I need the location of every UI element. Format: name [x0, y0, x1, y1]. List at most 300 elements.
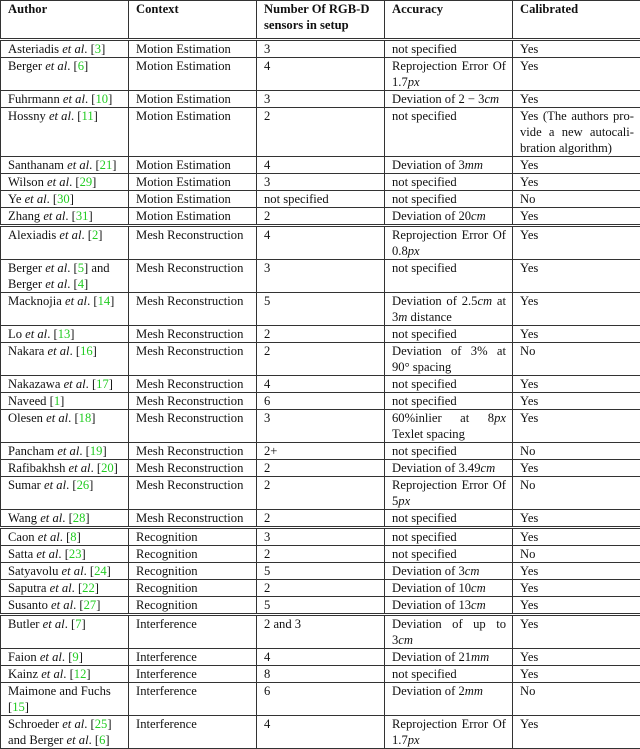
- sensors-cell: 6: [257, 683, 385, 716]
- italic-text: px: [408, 733, 420, 747]
- text: Deviation of 3.49: [392, 461, 481, 475]
- text: Fuhrmann: [8, 92, 63, 106]
- italic-text: mm: [471, 650, 489, 664]
- text: .: [67, 59, 73, 73]
- italic-text: et al: [25, 327, 47, 341]
- ref-bracket: ]: [108, 92, 112, 106]
- table-row: [1, 174, 640, 191]
- text: Pancham: [8, 444, 57, 458]
- sensors-cell: 4: [257, 226, 385, 260]
- text: .: [73, 598, 79, 612]
- text: not specified: [392, 667, 457, 681]
- text: .: [65, 209, 71, 223]
- table-row: [1, 580, 640, 597]
- ref-bracket: [: [74, 411, 78, 425]
- calibrated-cell: Yes: [513, 208, 640, 226]
- calibrated-cell: Yes: [513, 716, 640, 749]
- text: .: [79, 444, 85, 458]
- accuracy-cell: [385, 260, 513, 293]
- context-cell: Mesh Reconstruction: [129, 293, 257, 326]
- text: Satta: [8, 547, 36, 561]
- text: .: [58, 547, 64, 561]
- text: Susanto: [8, 598, 51, 612]
- accuracy-cell: [385, 615, 513, 649]
- text: Sumar: [8, 478, 44, 492]
- text: Deviation of 10: [392, 581, 471, 595]
- citation-link[interactable]: 15: [12, 700, 25, 714]
- author-cell: [1, 563, 129, 580]
- calibrated-cell: Yes: [513, 226, 640, 260]
- text: Deviation of 2.5: [392, 294, 477, 308]
- citation-link[interactable]: 21: [100, 158, 113, 172]
- accuracy-cell: [385, 293, 513, 326]
- citation-link[interactable]: 20: [101, 461, 114, 475]
- text: Berger: [8, 261, 45, 275]
- citation-link[interactable]: 25: [95, 717, 108, 731]
- text: not specified: [392, 42, 457, 56]
- ref-bracket: ]: [84, 277, 88, 291]
- citation-link[interactable]: 4: [78, 277, 84, 291]
- text: .: [89, 158, 95, 172]
- context-cell: Interference: [129, 649, 257, 666]
- table-row: [1, 546, 640, 563]
- text: Faion: [8, 650, 40, 664]
- context-cell: Recognition: [129, 546, 257, 563]
- sensors-cell: 3: [257, 410, 385, 443]
- author-cell: [1, 597, 129, 615]
- text: not specified: [392, 377, 457, 391]
- calibrated-cell: No: [513, 443, 640, 460]
- text: .: [69, 175, 75, 189]
- italic-text: et al: [63, 92, 85, 106]
- text: .: [67, 261, 73, 275]
- calibrated-cell: Yes: [513, 293, 640, 326]
- citation-link[interactable]: 24: [94, 564, 107, 578]
- accuracy-cell: [385, 546, 513, 563]
- author-cell: [1, 580, 129, 597]
- ref-bracket: [: [72, 209, 76, 223]
- italic-text: et al: [43, 617, 65, 631]
- text: .: [67, 277, 73, 291]
- sensors-cell: 2: [257, 108, 385, 157]
- text: Saputra: [8, 581, 50, 595]
- header-row: [1, 1, 640, 40]
- italic-text: et al: [62, 42, 84, 56]
- author-cell: [1, 683, 129, 716]
- accuracy-cell: [385, 226, 513, 260]
- ref-bracket: [: [90, 564, 94, 578]
- ref-bracket: [: [70, 667, 74, 681]
- author-cell: [1, 260, 129, 293]
- italic-text: cm: [471, 209, 486, 223]
- citation-link[interactable]: 14: [98, 294, 111, 308]
- calibrated-cell: Yes: [513, 157, 640, 174]
- table-row: [1, 157, 640, 174]
- italic-text: et al: [40, 650, 62, 664]
- citation-link[interactable]: 16: [80, 344, 93, 358]
- ref-bracket: ]: [110, 294, 114, 308]
- text: Schroeder: [8, 717, 62, 731]
- accuracy-cell: [385, 510, 513, 528]
- italic-text: et al: [25, 192, 47, 206]
- accuracy-cell: [385, 410, 513, 443]
- table-row: [1, 191, 640, 208]
- calibrated-cell: Yes: [513, 40, 640, 58]
- sensors-cell: 2: [257, 580, 385, 597]
- text: Deviation of 21: [392, 650, 471, 664]
- author-cell: [1, 40, 129, 58]
- citation-link[interactable]: 30: [57, 192, 70, 206]
- ref-bracket: ]: [86, 667, 90, 681]
- italic-text: et al: [45, 59, 67, 73]
- text: Zhang: [8, 209, 43, 223]
- text: .: [66, 478, 72, 492]
- accuracy-cell: [385, 649, 513, 666]
- accuracy-cell: [385, 58, 513, 91]
- citation-link[interactable]: 1: [54, 394, 60, 408]
- text: not specified: [392, 192, 457, 206]
- author-cell: [1, 716, 129, 749]
- sensors-cell: 4: [257, 716, 385, 749]
- header-calibrated: Calibrated: [513, 1, 640, 40]
- table-row: [1, 460, 640, 477]
- ref-bracket: ]: [81, 547, 85, 561]
- text: Asteriadis: [8, 42, 62, 56]
- citation-link[interactable]: 19: [90, 444, 103, 458]
- text: Rafibakhsh: [8, 461, 69, 475]
- accuracy-cell: [385, 563, 513, 580]
- ref-bracket: ]: [107, 717, 111, 731]
- table-row: [1, 40, 640, 58]
- accuracy-cell: [385, 477, 513, 510]
- accuracy-cell: [385, 108, 513, 157]
- text: Hossny: [8, 109, 49, 123]
- ref-bracket: ]: [114, 461, 118, 475]
- sensors-cell: 2+: [257, 443, 385, 460]
- accuracy-cell: [385, 393, 513, 410]
- table-row: [1, 91, 640, 108]
- calibrated-cell: Yes: [513, 649, 640, 666]
- text: .: [63, 667, 69, 681]
- italic-text: et al: [44, 478, 66, 492]
- accuracy-cell: [385, 443, 513, 460]
- italic-text: et al: [36, 547, 58, 561]
- context-cell: Mesh Reconstruction: [129, 326, 257, 343]
- calibrated-cell: No: [513, 191, 640, 208]
- sensors-cell: 3: [257, 91, 385, 108]
- text: and Berger: [8, 733, 67, 747]
- calibrated-cell: Yes: [513, 260, 640, 293]
- context-cell: Mesh Reconstruction: [129, 343, 257, 376]
- table-row: [1, 293, 640, 326]
- table-row: [1, 563, 640, 580]
- italic-text: cm: [465, 564, 480, 578]
- ref-bracket: ]: [91, 411, 95, 425]
- ref-bracket: [: [66, 530, 70, 544]
- ref-bracket: ]: [98, 228, 102, 242]
- ref-bracket: ]: [92, 175, 96, 189]
- citation-link[interactable]: 13: [58, 327, 71, 341]
- author-cell: [1, 460, 129, 477]
- citation-link[interactable]: 8: [70, 530, 76, 544]
- citation-link[interactable]: 6: [99, 733, 105, 747]
- citation-link[interactable]: 10: [95, 92, 108, 106]
- context-cell: Recognition: [129, 563, 257, 580]
- calibrated-cell: Yes: [513, 58, 640, 91]
- accuracy-cell: [385, 91, 513, 108]
- ref-bracket: [: [77, 109, 81, 123]
- context-cell: Interference: [129, 716, 257, 749]
- ref-bracket: ]: [89, 478, 93, 492]
- context-cell: Motion Estimation: [129, 191, 257, 208]
- calibrated-cell: No: [513, 343, 640, 376]
- table-group: [1, 528, 640, 615]
- context-cell: Mesh Reconstruction: [129, 510, 257, 528]
- ref-bracket: ]: [105, 733, 109, 747]
- text: .: [62, 511, 68, 525]
- context-cell: Recognition: [129, 597, 257, 615]
- calibrated-cell: No: [513, 477, 640, 510]
- table-row: [1, 260, 640, 293]
- context-cell: Mesh Reconstruction: [129, 260, 257, 293]
- sensors-cell: 4: [257, 157, 385, 174]
- text: .: [84, 564, 90, 578]
- author-cell: [1, 649, 129, 666]
- accuracy-cell: [385, 40, 513, 58]
- sensors-cell: 8: [257, 666, 385, 683]
- text: Nakara: [8, 344, 48, 358]
- ref-bracket: ]: [84, 261, 88, 275]
- ref-bracket: ]: [81, 617, 85, 631]
- calibrated-cell: No: [513, 683, 640, 716]
- sensors-cell: 2: [257, 208, 385, 226]
- text: Deviation of 13: [392, 598, 471, 612]
- header-accuracy: Accuracy: [385, 1, 513, 40]
- context-cell: Interference: [129, 666, 257, 683]
- text: .: [86, 377, 92, 391]
- citation-link[interactable]: 28: [73, 511, 86, 525]
- text: Reprojection Error Of 0.8: [392, 228, 506, 258]
- italic-text: px: [398, 494, 410, 508]
- author-cell: [1, 157, 129, 174]
- citation-link[interactable]: 9: [72, 650, 78, 664]
- context-cell: Mesh Reconstruction: [129, 393, 257, 410]
- citation-link[interactable]: 12: [74, 667, 87, 681]
- italic-text: px: [408, 244, 420, 258]
- text: Ye: [8, 192, 25, 206]
- italic-text: et al: [62, 717, 84, 731]
- text: not specified: [392, 261, 457, 275]
- sensors-cell: 6: [257, 393, 385, 410]
- text: Naveed: [8, 394, 50, 408]
- ref-bracket: ]: [95, 581, 99, 595]
- table-row: [1, 443, 640, 460]
- text: not specified: [392, 394, 457, 408]
- sensors-cell: 4: [257, 58, 385, 91]
- header-author: Author: [1, 1, 129, 40]
- ref-bracket: [: [93, 294, 97, 308]
- sensors-cell: 5: [257, 597, 385, 615]
- sensors-cell: 4: [257, 649, 385, 666]
- author-cell: [1, 343, 129, 376]
- ref-bracket: ]: [93, 344, 97, 358]
- author-cell: [1, 208, 129, 226]
- table-group: [1, 40, 640, 226]
- ref-bracket: [: [75, 175, 79, 189]
- calibrated-cell: Yes: [513, 580, 640, 597]
- calibrated-cell: Yes: [513, 510, 640, 528]
- ref-bracket: ]: [96, 598, 100, 612]
- italic-text: et al: [38, 530, 60, 544]
- ref-bracket: [: [74, 277, 78, 291]
- citation-link[interactable]: 5: [78, 261, 84, 275]
- italic-text: cm: [477, 294, 492, 308]
- text: Reprojection Error Of 5: [392, 478, 506, 508]
- ref-bracket: ]: [84, 59, 88, 73]
- context-cell: Motion Estimation: [129, 157, 257, 174]
- citation-link[interactable]: 17: [96, 377, 109, 391]
- italic-text: cm: [471, 598, 486, 612]
- ref-bracket: [: [79, 598, 83, 612]
- author-cell: [1, 477, 129, 510]
- table-row: [1, 683, 640, 716]
- italic-text: et al: [59, 228, 81, 242]
- italic-text: et al: [51, 598, 73, 612]
- text: Alexiadis: [8, 228, 59, 242]
- text: distance: [407, 310, 451, 324]
- calibrated-cell: Yes: [513, 460, 640, 477]
- ref-bracket: ]: [70, 192, 74, 206]
- citation-link[interactable]: 11: [81, 109, 93, 123]
- calibrated-cell: Yes: [513, 666, 640, 683]
- sensors-cell: 2 and 3: [257, 615, 385, 649]
- sensors-cell: 3: [257, 528, 385, 546]
- text: not specified: [392, 511, 457, 525]
- ref-bracket: [: [92, 377, 96, 391]
- text: .: [47, 327, 53, 341]
- italic-text: et al: [43, 209, 65, 223]
- sensors-cell: 2: [257, 343, 385, 376]
- author-cell: [1, 546, 129, 563]
- accuracy-cell: [385, 208, 513, 226]
- citation-link[interactable]: 3: [95, 42, 101, 56]
- text: .: [68, 411, 74, 425]
- author-cell: [1, 108, 129, 157]
- text: Reprojection Error Of 1.7: [392, 717, 506, 747]
- italic-text: px: [494, 411, 506, 425]
- author-cell: [1, 615, 129, 649]
- context-cell: Motion Estimation: [129, 40, 257, 58]
- ref-bracket: ]: [102, 444, 106, 458]
- ref-bracket: [: [53, 192, 57, 206]
- ref-bracket: ]: [112, 158, 116, 172]
- author-cell: [1, 226, 129, 260]
- table-row: [1, 510, 640, 528]
- text: not specified: [392, 547, 457, 561]
- citation-link[interactable]: 22: [82, 581, 95, 595]
- calibrated-cell: Yes: [513, 410, 640, 443]
- context-cell: Motion Estimation: [129, 208, 257, 226]
- table-row: [1, 58, 640, 91]
- ref-bracket: [: [69, 511, 73, 525]
- accuracy-cell: [385, 683, 513, 716]
- ref-bracket: ]: [88, 209, 92, 223]
- italic-text: et al: [41, 667, 63, 681]
- author-cell: [1, 393, 129, 410]
- text: not specified: [392, 444, 457, 458]
- accuracy-cell: [385, 597, 513, 615]
- text: Lo: [8, 327, 25, 341]
- ref-bracket: [: [88, 228, 92, 242]
- accuracy-cell: [385, 157, 513, 174]
- context-cell: Mesh Reconstruction: [129, 376, 257, 393]
- ref-bracket: ]: [60, 394, 64, 408]
- table-row: [1, 615, 640, 649]
- text: .: [65, 617, 71, 631]
- table-row: [1, 716, 640, 749]
- accuracy-cell: [385, 580, 513, 597]
- text: .: [84, 717, 90, 731]
- author-cell: [1, 410, 129, 443]
- table-row: [1, 326, 640, 343]
- sensors-cell: 4: [257, 376, 385, 393]
- italic-text: et al: [65, 294, 87, 308]
- sensors-cell: 5: [257, 293, 385, 326]
- citation-link[interactable]: 29: [80, 175, 93, 189]
- context-cell: Interference: [129, 615, 257, 649]
- ref-bracket: [: [71, 617, 75, 631]
- italic-text: et al: [50, 581, 72, 595]
- italic-text: et al: [46, 411, 68, 425]
- author-cell: [1, 326, 129, 343]
- ref-bracket: ]: [85, 511, 89, 525]
- text: Deviation of 3% at 90° spacing: [392, 344, 506, 374]
- citation-link[interactable]: 6: [78, 59, 84, 73]
- accuracy-cell: [385, 191, 513, 208]
- ref-bracket: [: [8, 700, 12, 714]
- italic-text: m: [398, 310, 407, 324]
- sensors-cell: 2: [257, 460, 385, 477]
- accuracy-cell: [385, 666, 513, 683]
- citation-link[interactable]: 7: [75, 617, 81, 631]
- accuracy-cell: [385, 343, 513, 376]
- italic-text: et al: [64, 377, 86, 391]
- context-cell: Motion Estimation: [129, 108, 257, 157]
- ref-bracket: [: [97, 461, 101, 475]
- accuracy-cell: [385, 716, 513, 749]
- accuracy-cell: [385, 376, 513, 393]
- ref-bracket: [: [72, 478, 76, 492]
- citation-link[interactable]: 27: [84, 598, 97, 612]
- ref-bracket: [: [91, 717, 95, 731]
- calibrated-cell: Yes: [513, 615, 640, 649]
- citation-link[interactable]: 26: [77, 478, 90, 492]
- table-row: [1, 376, 640, 393]
- text: Caon: [8, 530, 38, 544]
- sensors-cell: 5: [257, 563, 385, 580]
- citation-link[interactable]: 23: [69, 547, 82, 561]
- ref-bracket: ]: [107, 564, 111, 578]
- citation-link[interactable]: 2: [92, 228, 98, 242]
- citation-link[interactable]: 18: [79, 411, 92, 425]
- citation-link[interactable]: 31: [76, 209, 89, 223]
- text: Deviation of up to 3: [392, 617, 506, 647]
- table-row: [1, 597, 640, 615]
- sensors-cell: 3: [257, 40, 385, 58]
- italic-text: et al: [67, 733, 89, 747]
- ref-bracket: [: [65, 547, 69, 561]
- ref-bracket: [: [91, 42, 95, 56]
